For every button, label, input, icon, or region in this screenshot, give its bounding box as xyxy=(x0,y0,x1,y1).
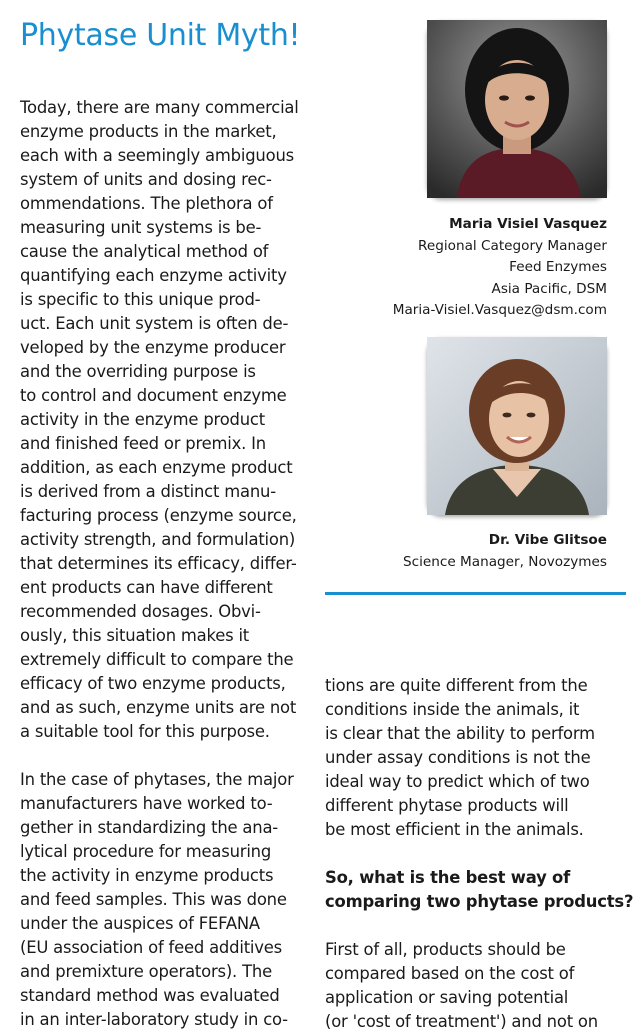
text-line: uct. Each unit system is often de- xyxy=(20,314,289,333)
text-line: and premixture operators). The xyxy=(20,962,272,981)
text-line: to control and document enzyme xyxy=(20,386,287,405)
paragraph xyxy=(325,674,625,842)
text-line: In the case of phytases, the major xyxy=(20,770,294,789)
text-line: recommended dosages. Obvi- xyxy=(20,602,261,621)
text-line: a suitable tool for this purpose. xyxy=(20,722,270,741)
author-name: Dr. Vibe Glitsoe xyxy=(488,532,607,548)
text-line: and the overriding purpose is xyxy=(20,362,256,381)
text-line: tions are quite different from the xyxy=(325,676,588,695)
text-line: measuring unit systems is be- xyxy=(20,218,262,237)
author-department: Feed Enzymes xyxy=(509,259,607,275)
text-line: addition, as each enzyme product xyxy=(20,458,293,477)
text-line: First of all, products should be xyxy=(325,940,566,959)
paragraph xyxy=(20,96,312,744)
text-line: application or saving potential xyxy=(325,988,569,1007)
section-divider xyxy=(325,592,626,595)
text-line: enzyme products in the market, xyxy=(20,122,277,141)
text-line: compared based on the cost of xyxy=(325,964,575,983)
text-line: each with a seemingly ambiguous xyxy=(20,146,294,165)
text-line: lytical procedure for measuring xyxy=(20,842,272,861)
text-line: activity strength, and formulation) xyxy=(20,530,296,549)
author-caption-2 xyxy=(403,530,607,573)
text-line: activity in the enzyme product xyxy=(20,410,265,429)
text-line: under the auspices of FEFANA xyxy=(20,914,260,933)
text-line: ideal way to predict which of two xyxy=(325,772,590,791)
text-line: standard method was evaluated xyxy=(20,986,280,1005)
text-line: comparing two phytase products? xyxy=(325,892,633,911)
author-name: Maria Visiel Vasquez xyxy=(449,216,607,232)
text-line: (or 'cost of treatment') and not on xyxy=(325,1012,598,1031)
text-line: ommendations. The plethora of xyxy=(20,194,273,213)
text-line: under assay conditions is not the xyxy=(325,748,591,767)
text-line: cause the analytical method of xyxy=(20,242,269,261)
text-line: be most efficient in the animals. xyxy=(325,820,584,839)
text-line: in an inter-laboratory study in co- xyxy=(20,1010,288,1029)
text-line: is specific to this unique prod- xyxy=(20,290,261,309)
text-line: ously, this situation makes it xyxy=(20,626,250,645)
text-line: extremely difficult to compare the xyxy=(20,650,294,669)
paragraph xyxy=(20,768,312,1032)
text-line: and finished feed or premix. In xyxy=(20,434,266,453)
text-line: that determines its efficacy, differ- xyxy=(20,554,297,573)
section-heading xyxy=(325,866,633,914)
text-line: is derived from a distinct manu- xyxy=(20,482,276,501)
author-photo-maria-visiel-vasquez xyxy=(427,20,607,198)
text-line: conditions inside the animals, it xyxy=(325,700,580,719)
author-photo-vibe-glitsoe xyxy=(427,337,607,515)
text-line: is clear that the ability to perform xyxy=(325,724,595,743)
author-email-link[interactable]: Maria-Visiel.Vasquez@dsm.com xyxy=(392,302,607,318)
paragraph xyxy=(325,938,625,1034)
text-line: gether in standardizing the ana- xyxy=(20,818,279,837)
page-title: Phytase Unit Myth! xyxy=(20,18,301,53)
author-role: Regional Category Manager xyxy=(418,237,607,254)
article-right-column xyxy=(325,674,633,1034)
text-line: different phytase products will xyxy=(325,796,569,815)
author-role: Science Manager, Novozymes xyxy=(403,553,607,570)
text-line: system of units and dosing rec- xyxy=(20,170,272,189)
text-line: manufacturers have worked to- xyxy=(20,794,273,813)
text-line: facturing process (enzyme source, xyxy=(20,506,297,525)
text-line: ent products can have different xyxy=(20,578,273,597)
text-line: veloped by the enzyme producer xyxy=(20,338,286,357)
text-line: and as such, enzyme units are not xyxy=(20,698,297,717)
text-line: Today, there are many commercial xyxy=(20,98,299,117)
text-line: So, what is the best way of xyxy=(325,868,571,887)
article-left-column xyxy=(20,96,312,1032)
text-line: the activity in enzyme products xyxy=(20,866,274,885)
author-caption-1 xyxy=(393,214,607,322)
text-line: quantifying each enzyme activity xyxy=(20,266,287,285)
author-company: Asia Pacific, DSM xyxy=(491,280,607,297)
text-line: efficacy of two enzyme products, xyxy=(20,674,286,693)
text-line: and feed samples. This was done xyxy=(20,890,287,909)
text-line: (EU association of feed additives xyxy=(20,938,282,957)
